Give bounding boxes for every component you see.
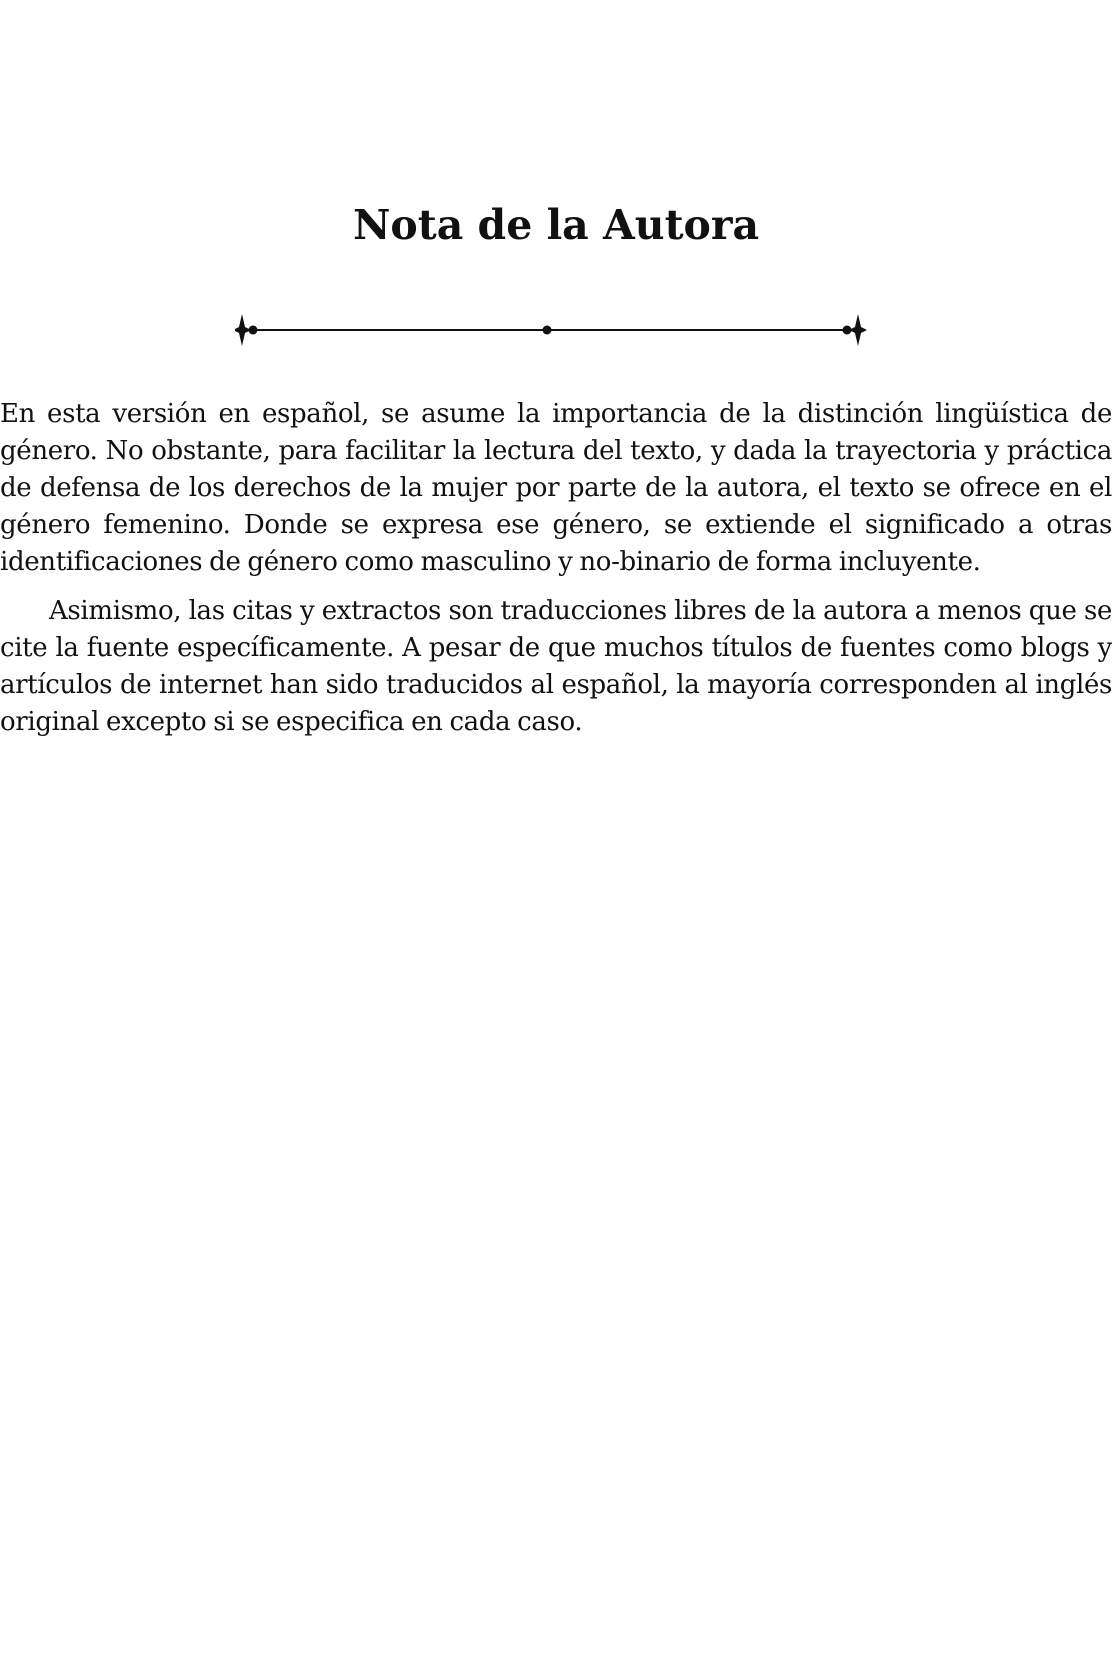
- ornamental-divider: [235, 310, 877, 350]
- page-title: Nota de la Autora: [352, 201, 760, 249]
- left-dot-ornament: [249, 326, 258, 335]
- paragraph: Asimismo, las citas y extractos son traducciones libres de la autora a menos que se cite la fuente específicamente. A pesar de que muchos títulos de fuentes como blogs y artículos de internet han sido traducidos al español, la mayoría corresponden al inglés original excepto si se especifica en cada caso.: [0, 596, 1112, 737]
- right-star-ornament: [849, 314, 867, 346]
- body-text: [0, 396, 1112, 753]
- center-dot-ornament: [543, 326, 552, 335]
- paragraph: En esta versión en español, se asume la importancia de la distinción lingüística de género. No obstante, para facilitar la lectura del texto, y dada la trayectoria y práctica de defensa de los derechos de la mujer por parte de la autora, el texto se ofrece en el género femenino. Donde se expresa ese género, se extiende el significado a otras identificaciones de género como masculino y no-binario de forma incluyente.: [0, 399, 1112, 577]
